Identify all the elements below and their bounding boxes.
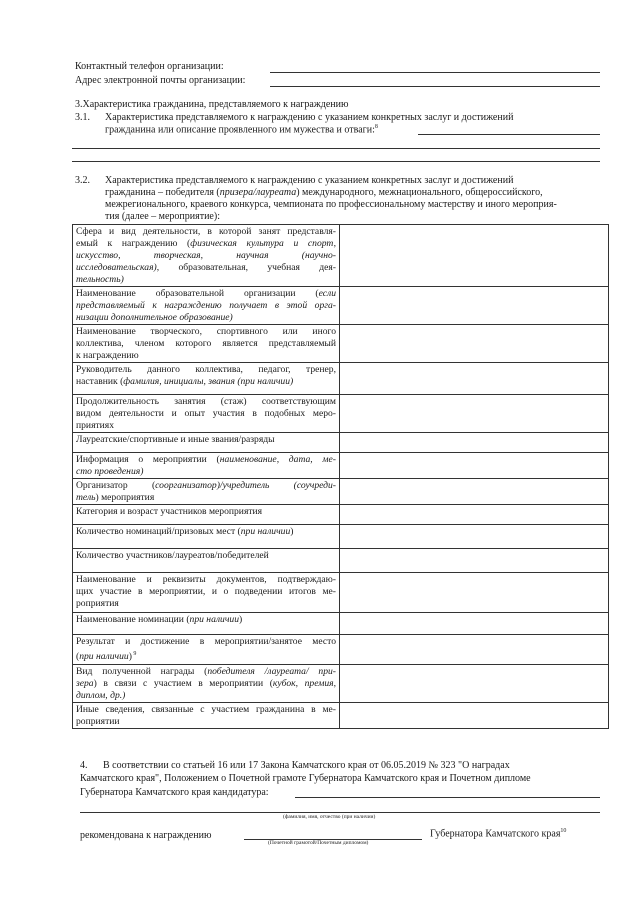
row-label-line: Наименование творческого, спортивного или иного xyxy=(76,326,336,337)
row-label-line: Количество номинаций/призовых мест (при наличии) xyxy=(76,526,294,537)
row-value-cell[interactable] xyxy=(340,505,609,525)
row-value-cell[interactable] xyxy=(340,395,609,433)
row-label-cell xyxy=(73,613,340,635)
row-label-cell xyxy=(73,703,340,729)
row-label-line: Лауреатские/спортивные и иные звания/разряды xyxy=(76,434,275,445)
row-label-line: Количество участников/лауреатов/победителей xyxy=(76,550,269,561)
candidate-name-line-2[interactable] xyxy=(80,812,600,813)
section4-text-line-2: Камчатского края", Положением о Почетной грамоте Губернатора Камчатского края и Почетном дипломе xyxy=(80,773,531,784)
candidate-name-line-1[interactable] xyxy=(295,797,600,798)
phone-label: Контактный телефон организации: xyxy=(75,61,224,72)
row-label-cell xyxy=(73,505,340,525)
row-label-cell xyxy=(73,287,340,325)
row-label-line: наставник (фамилия, инициалы, звания (при наличии) xyxy=(76,376,294,387)
row-label-cell xyxy=(73,549,340,573)
recommended-label: рекомендована к награждению xyxy=(80,830,212,841)
row-label-line: Продолжительность занятия (стаж) соответствующим xyxy=(76,396,336,407)
table-row xyxy=(73,635,609,665)
p31-answer-line-2[interactable] xyxy=(72,148,600,149)
table-row xyxy=(73,549,609,573)
table-row xyxy=(73,573,609,613)
row-value-cell[interactable] xyxy=(340,613,609,635)
row-value-cell[interactable] xyxy=(340,363,609,395)
row-label-cell xyxy=(73,225,340,287)
email-label: Адрес электронной почты организации: xyxy=(75,75,246,86)
table-row xyxy=(73,665,609,703)
row-label-cell xyxy=(73,453,340,479)
governor-text: Губернатора Камчатского края$^{10}$ xyxy=(430,828,567,840)
table-row xyxy=(73,525,609,549)
p31-text: гражданина или описание проявленного им мужества и отваги: xyxy=(105,124,375,136)
row-value-cell[interactable] xyxy=(340,703,609,729)
table-row xyxy=(73,479,609,505)
row-label-line: приятиях xyxy=(76,420,115,431)
row-label-line: Информация о мероприятии (наименование, дата, ме- xyxy=(76,454,336,465)
row-label-line: диплом, др.) xyxy=(76,690,126,701)
row-label-line: Иные сведения, связанные с участием гражданина в ме- xyxy=(76,704,336,715)
row-value-cell[interactable] xyxy=(340,433,609,453)
row-label-cell xyxy=(73,635,340,665)
row-label-line: тель) мероприятия xyxy=(76,492,155,503)
row-label-line: Результат и достижение в мероприятии/занятое место xyxy=(76,636,336,647)
p31-text-line-1: Характеристика представляемого к награждению с указанием конкретных заслуг и достижений xyxy=(105,112,514,123)
table-row xyxy=(73,325,609,363)
row-value-cell[interactable] xyxy=(340,573,609,613)
row-label-cell xyxy=(73,573,340,613)
email-field-line[interactable] xyxy=(270,86,600,87)
table-row xyxy=(73,363,609,395)
row-value-cell[interactable] xyxy=(340,325,609,363)
row-label-line: Сфера и вид деятельности, в которой занят представля- xyxy=(76,226,336,237)
row-label-line: зера) в связи с участием в мероприятии (кубок, премия, xyxy=(76,678,337,689)
row-value-cell[interactable] xyxy=(340,453,609,479)
row-label-line: роприятия xyxy=(76,598,119,609)
row-label-cell xyxy=(73,363,340,395)
footnote-10: 10 xyxy=(560,828,567,834)
row-value-cell[interactable] xyxy=(340,635,609,665)
p32-number: 3.2. xyxy=(75,175,90,186)
phone-field-line[interactable] xyxy=(270,72,600,73)
row-label-line: Категория и возраст участников мероприятия xyxy=(76,506,263,517)
row-label-line: (при наличии) $^9$ xyxy=(76,651,137,663)
p31-answer-line-3[interactable] xyxy=(72,161,600,162)
row-label-line: Руководитель данного коллектива, педагог, тренер, xyxy=(76,364,336,375)
table-row xyxy=(73,453,609,479)
section4-number: 4. xyxy=(80,760,88,771)
table-row xyxy=(73,287,609,325)
row-label-cell xyxy=(73,525,340,549)
row-value-cell[interactable] xyxy=(340,549,609,573)
table-row xyxy=(73,395,609,433)
p32-text-line-4: тия (далее – мероприятие): xyxy=(105,211,220,222)
table-row xyxy=(73,225,609,287)
row-label-cell xyxy=(73,395,340,433)
row-label-cell xyxy=(73,479,340,505)
table-row xyxy=(73,433,609,453)
row-label-line: Вид полученной награды (победителя /лауреата/ при- xyxy=(76,666,336,677)
row-label-line: щих участие в мероприятии, и о подведении итогов ме- xyxy=(76,586,336,597)
row-label-cell xyxy=(73,433,340,453)
footnote-8: 8 xyxy=(374,124,378,130)
row-value-cell[interactable] xyxy=(340,479,609,505)
row-value-cell[interactable] xyxy=(340,225,609,287)
p31-answer-line-1[interactable] xyxy=(418,134,600,135)
row-label-line: видом деятельности и опыт участия в подобных меро- xyxy=(76,408,336,419)
row-label-line: Организатор (соорганизатор)/учредитель (соучреди- xyxy=(76,480,336,491)
row-label-line: Наименование и реквизиты документов, подтверждаю- xyxy=(76,574,336,585)
p32-text-line-2: гражданина – победителя (призера/лауреата) международного, межнационального, общероссийского, xyxy=(105,187,543,198)
row-label-line: Наименование образовательной организации (если xyxy=(76,288,336,299)
row-label-line: представляемый к награждению получает в этой орга- xyxy=(76,300,336,311)
row-label-line: искусство, творческая, научная (научно- xyxy=(76,250,336,261)
event-info-table xyxy=(72,224,609,729)
row-label-cell xyxy=(73,665,340,703)
row-label-line: тельность) xyxy=(76,274,124,285)
row-label-line: к награждению xyxy=(76,350,139,361)
row-value-cell[interactable] xyxy=(340,525,609,549)
row-value-cell[interactable] xyxy=(340,665,609,703)
row-label-line: коллектива, членом которого является представляемый xyxy=(76,338,336,349)
row-label-line: емый к награждению (физическая культура и спорт, xyxy=(76,238,337,249)
p32-text-line-1: Характеристика представляемого к награждению с указанием конкретных заслуг и достижений xyxy=(105,175,514,186)
row-label-line: сто проведения) xyxy=(76,466,144,477)
p32-text-line-3: межрегионального, краевого конкурса, чемпионата по профессиональному мастерству и иного мероприя- xyxy=(105,199,557,210)
p31-text-line-2 xyxy=(105,124,378,136)
row-label-line: исследовательская), образовательная, учебная дея- xyxy=(76,262,336,273)
section3-title: 3.Характеристика гражданина, представляемого к награждению xyxy=(75,99,349,110)
fio-caption: (фамилия, имя, отчество (при наличии) xyxy=(283,814,376,820)
table-row xyxy=(73,505,609,525)
row-value-cell[interactable] xyxy=(340,287,609,325)
row-label-cell xyxy=(73,325,340,363)
table-row xyxy=(73,613,609,635)
p31-number: 3.1. xyxy=(75,112,90,123)
table-row xyxy=(73,703,609,729)
section4-text-line-1: В соответствии со статьей 16 или 17 Закона Камчатского края от 06.05.2019 № 323 "О наградах xyxy=(103,760,510,771)
row-label-line: низации дополнительное образование) xyxy=(76,312,233,323)
row-label-line: Наименование номинации (при наличии) xyxy=(76,614,243,625)
row-label-line: роприятии xyxy=(76,716,120,727)
section4-text-line-3: Губернатора Камчатского края кандидатура: xyxy=(80,787,269,798)
award-type-caption: (Почетной грамотой/Почетным дипломом) xyxy=(268,840,369,846)
